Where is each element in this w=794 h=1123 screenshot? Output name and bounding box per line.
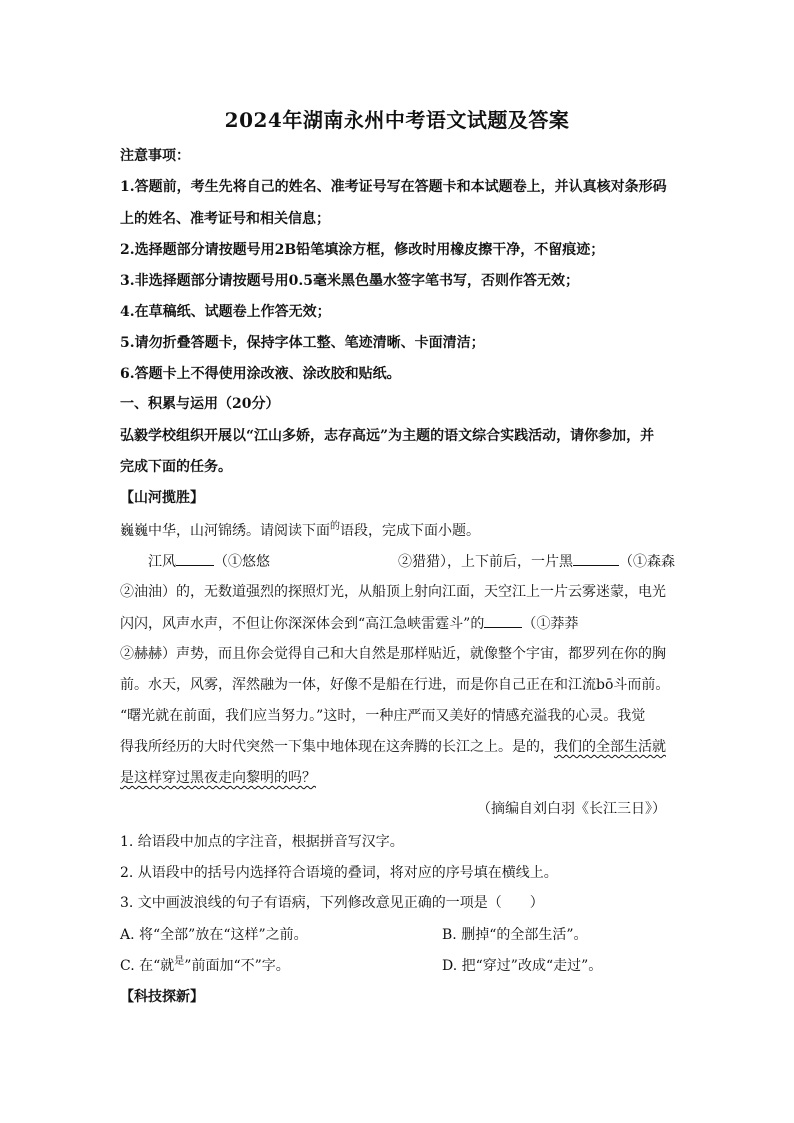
option-c-sup: 是 <box>174 956 185 967</box>
p7-a: 得我所经历的大时代突然一下集中地体现在这奔腾的长江之上。是的， <box>120 739 554 755</box>
section-heading: 一、积累与运用（20分） <box>120 396 280 412</box>
passage-lead-a: 巍巍中华，山河锦绣。请阅读下面 <box>120 523 330 539</box>
notice-item-1: 1.答题前，考生先将自己的姓名、准考证号写在答题卡和本试题卷上，并认真核对条形码 <box>120 179 667 195</box>
page-title: 2024年湖南永州中考语文试题及答案 <box>224 108 570 132</box>
notice-heading: 注意事项： <box>120 148 190 164</box>
option-c[interactable] <box>120 956 290 978</box>
answer-blank-3[interactable] <box>484 613 522 628</box>
section-intro-1: 弘毅学校组织开展以“江山多娇，志存高远”为主题的语文综合实践活动，请你参加，并 <box>120 428 655 444</box>
p1-c: ②猎猎），上下前后，一片黑 <box>398 554 573 570</box>
passage-line-2: ②油油）的，无数道强烈的探照灯光，从船顶上射向江面，天空江上一片云雾迷蒙，电光 <box>120 584 666 600</box>
notice-item-6: 6.答题卡上不得使用涂改液、涂改胶和贴纸。 <box>120 366 401 382</box>
p1-d: （①森森 <box>619 554 675 570</box>
option-c-b: ”前面加“不”字。 <box>184 958 290 974</box>
passage-lead <box>120 521 480 543</box>
p1-a: 江风 <box>148 554 176 570</box>
passage-line-3 <box>120 613 578 634</box>
passage-line-7 <box>120 737 666 757</box>
passage-line-5: 前。水天，风雾，浑然融为一体，好像不是船在行进，而是你自己正在和江流bō斗而前。 <box>120 677 670 693</box>
p3-a: 闪闪，风声水声，不但让你深深体会到“高江急峡雷霆斗”的 <box>120 616 485 632</box>
passage-lead-b: 语段，完成下面小题。 <box>340 523 480 539</box>
notice-item-1-cont: 上的姓名、准考证号和相关信息； <box>120 211 330 227</box>
passage-line-6: “曙光就在前面，我们应当努力。”这时，一种庄严而又美好的情感充溢我的心灵。我觉 <box>120 708 646 724</box>
p3-b: （①莽莽 <box>522 616 579 632</box>
wavy-sentence-part-2: 是这样穿过黑夜走向黎明的吗？ <box>120 770 316 786</box>
option-b[interactable]: B. 删掉“的全部生活”。 <box>442 927 588 943</box>
option-a[interactable]: A. 将“全部”放在“这样”之前。 <box>120 927 308 943</box>
question-1: 1. 给语段中加点的字注音，根据拼音写汉字。 <box>120 834 404 850</box>
wavy-sentence-part-1: 我们的全部生活就 <box>554 739 666 755</box>
option-d[interactable]: D. 把“穿过”改成“走过”。 <box>442 958 603 974</box>
answer-blank-2[interactable] <box>573 551 619 566</box>
question-2: 2. 从语段中的括号内选择符合语境的叠词，将对应的序号填在横线上。 <box>120 865 558 881</box>
notice-item-5: 5.请勿折叠答题卡，保持字体工整、笔迹清晰、卡面清洁； <box>120 335 485 351</box>
subsection-heading-landscape: 【山河揽胜】 <box>120 490 204 506</box>
notice-item-4: 4.在草稿纸、试题卷上作答无效； <box>120 304 331 320</box>
passage-lead-sup: 的 <box>330 521 340 532</box>
passage-source: （摘编自刘白羽《长江三日》） <box>477 801 666 817</box>
question-3: 3. 文中画波浪线的句子有语病，下列修改意见正确的一项是（ ） <box>120 895 544 911</box>
section-intro-2: 完成下面的任务。 <box>120 459 232 475</box>
option-c-a: C. 在“就 <box>120 958 175 974</box>
notice-item-2: 2.选择题部分请按题号用2B铅笔填涂方框，修改时用橡皮擦干净，不留痕迹； <box>120 242 605 258</box>
notice-item-3: 3.非选择题部分请按题号用0.5毫米黑色墨水签字笔书写，否则作答无效； <box>120 273 579 289</box>
answer-blank-1[interactable] <box>176 551 214 566</box>
passage-line-4: ②赫赫）声势，而且你会觉得自己和大自然是那样贴近，就像整个宇宙，都罗列在你的胸 <box>120 646 666 662</box>
subsection-heading-tech: 【科技探新】 <box>120 989 204 1005</box>
p1-b: （①悠悠 <box>214 554 270 570</box>
passage-line-1 <box>148 551 675 572</box>
